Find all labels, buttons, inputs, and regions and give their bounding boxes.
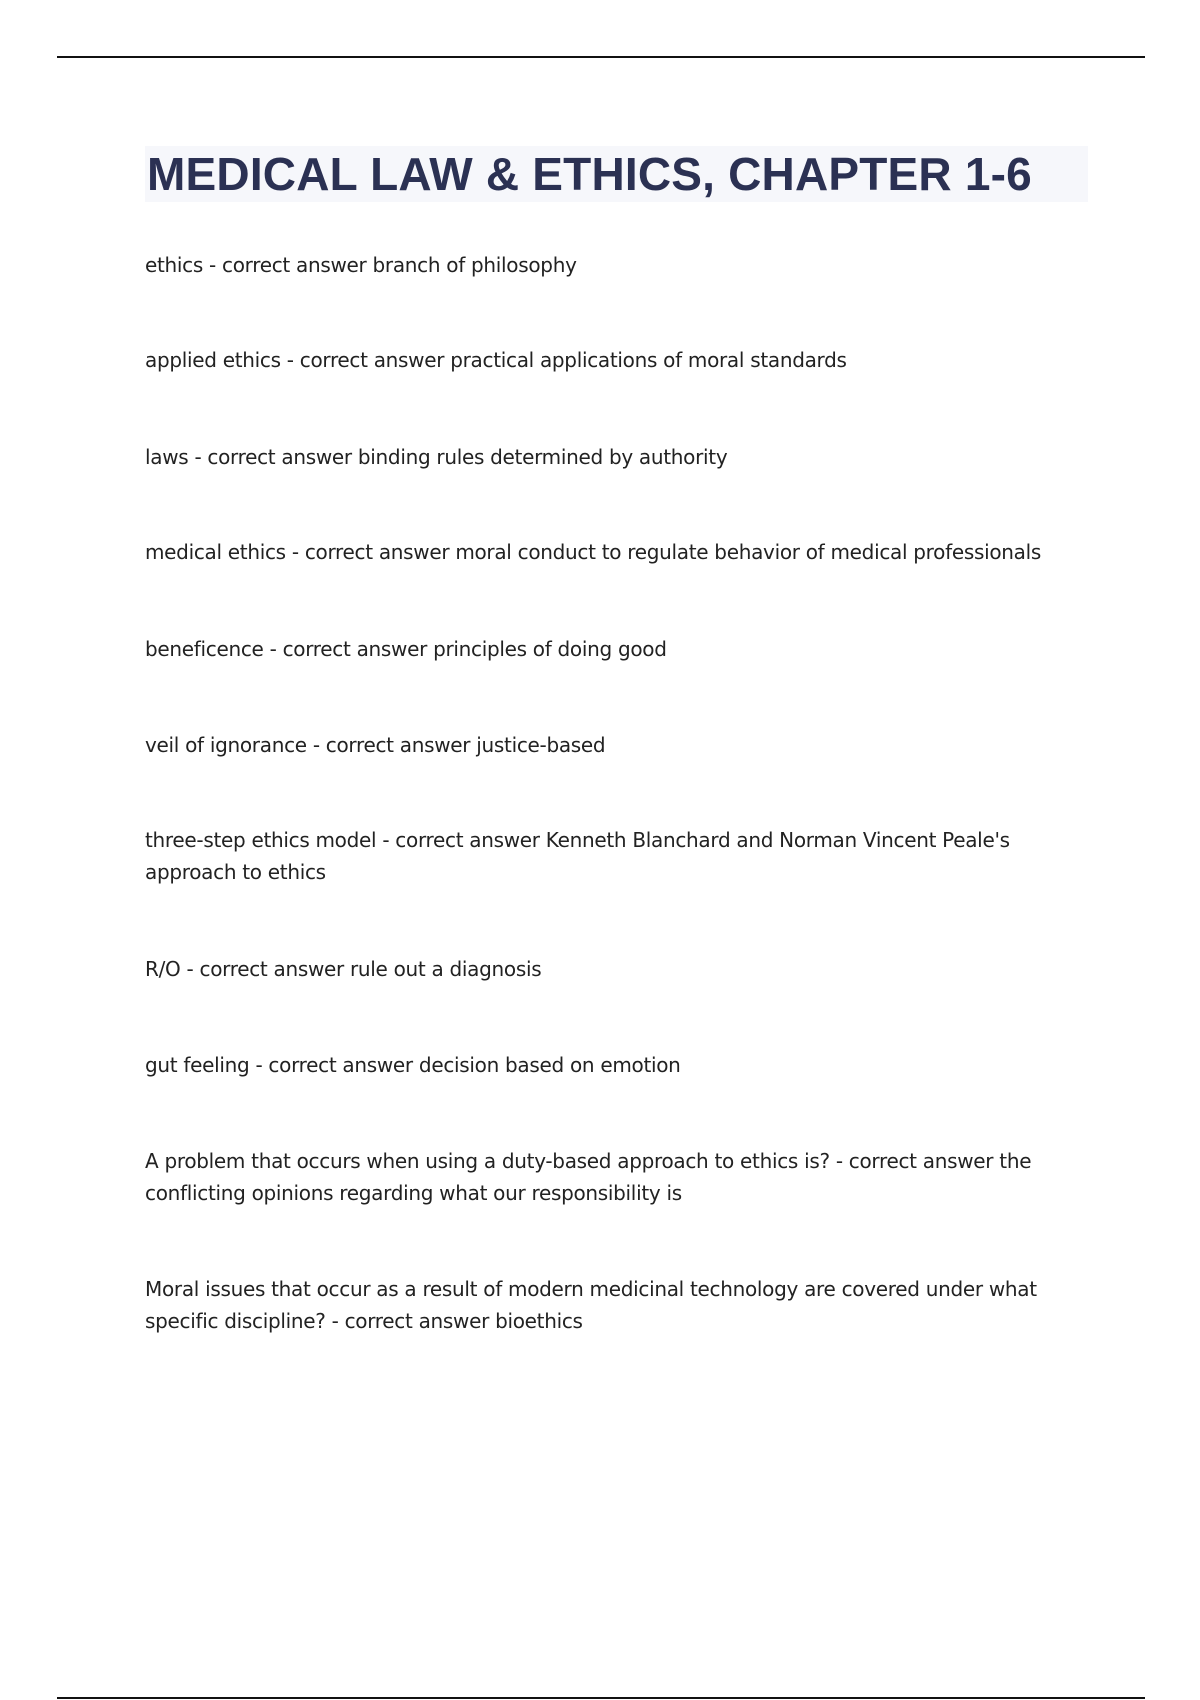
qa-item: applied ethics - correct answer practical applications of moral standards — [145, 348, 847, 372]
qa-item: ethics - correct answer branch of philosophy — [145, 253, 577, 277]
qa-item: laws - correct answer binding rules determined by authority — [145, 445, 728, 469]
qa-item: A problem that occurs when using a duty-based approach to ethics is? - correct answer the conflicting opinions regarding what our responsibility is — [145, 1149, 1032, 1205]
qa-item: Moral issues that occur as a result of modern medicinal technology are covered under what specific discipline? - correct answer bioethics — [145, 1277, 1037, 1333]
qa-item: veil of ignorance - correct answer justice-based — [145, 733, 606, 757]
top-rule — [57, 56, 1145, 58]
qa-item: three-step ethics model - correct answer Kenneth Blanchard and Norman Vincent Peale's approach to ethics — [145, 828, 1010, 884]
qa-item: R/O - correct answer rule out a diagnosis — [145, 957, 542, 981]
page-title: MEDICAL LAW & ETHICS, CHAPTER 1-6 — [147, 148, 1032, 200]
bottom-rule — [57, 1697, 1145, 1699]
qa-item: beneficence - correct answer principles of doing good — [145, 637, 667, 661]
qa-item: gut feeling - correct answer decision based on emotion — [145, 1053, 681, 1077]
title-banner — [145, 146, 1088, 202]
qa-item: medical ethics - correct answer moral conduct to regulate behavior of medical professionals — [145, 540, 1041, 564]
